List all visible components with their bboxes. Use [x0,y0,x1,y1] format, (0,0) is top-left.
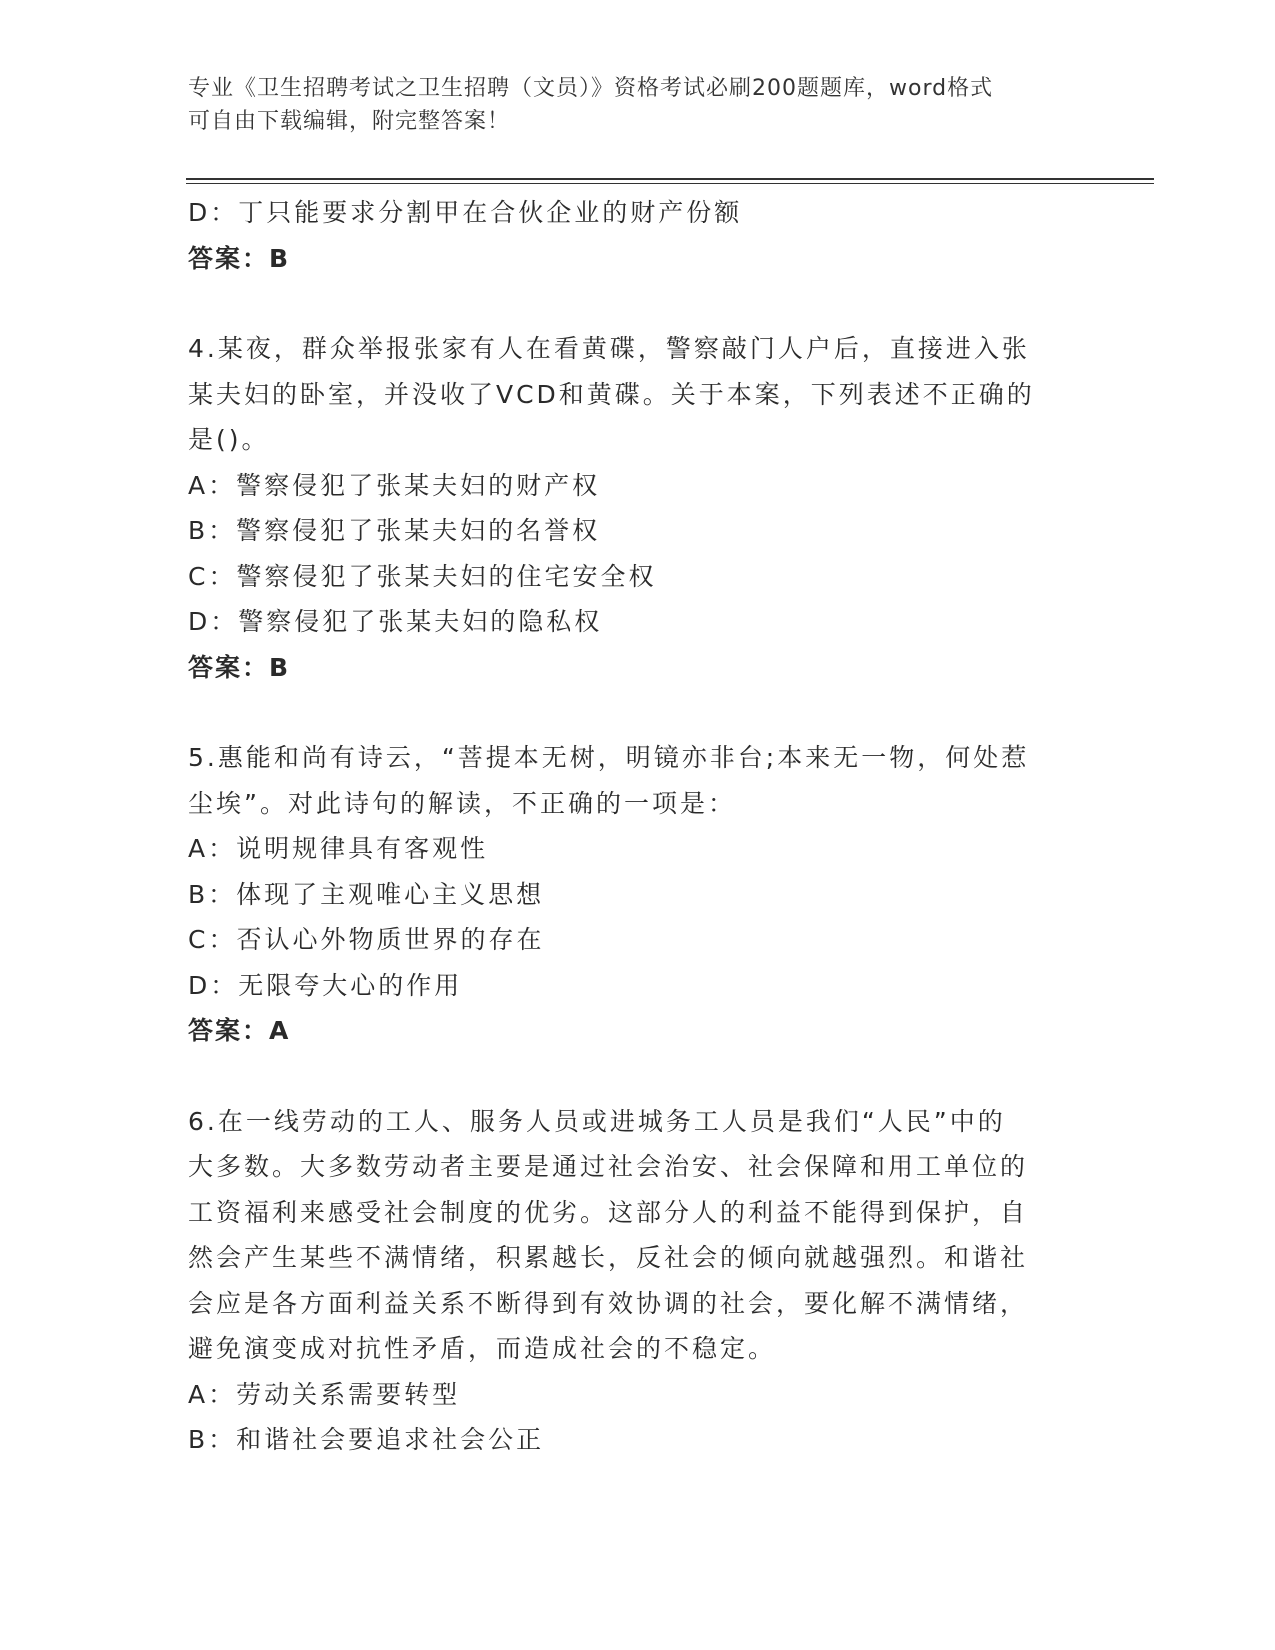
spacer [188,1054,1078,1099]
question-stem-line: 大多数。大多数劳动者主要是通过社会治安、社会保障和用工单位的 [188,1152,1029,1181]
question-stem-line: 某夫妇的卧室，并没收了VCD和黄碟。关于本案，下列表述不正确的 [188,379,1035,409]
answer-line [188,1008,1078,1054]
option-d: D：警察侵犯了张某夫妇的隐私权 [188,607,603,636]
question-4 [188,326,1078,690]
question-stem-line: 是()。 [188,425,270,454]
option-d: D：无限夸大心的作用 [188,970,463,1000]
answer-line [188,645,1078,691]
question-content [188,190,1078,1463]
spacer [188,281,1078,326]
header-divider-thin [186,183,1154,184]
header-divider-thick [186,178,1154,180]
option-c: C：否认心外物质世界的存在 [188,925,545,954]
question-stem-line: 4.某夜，群众举报张家有人在看黄碟，警察敲门人户后，直接进入张 [188,334,1030,363]
question-stem-line: 5.惠能和尚有诗云，“菩提本无树，明镜亦非台;本来无一物，何处惹 [188,743,1030,772]
question-stem-line: 然会产生某些不满情绪，积累越长，反社会的倾向就越强烈。和谐社 [188,1243,1029,1272]
question-stem-line: 尘埃”。对此诗句的解读，不正确的一项是： [188,788,736,818]
answer-label: 答案： [188,652,270,682]
option-b: B：警察侵犯了张某夫妇的名誉权 [188,516,601,545]
answer-value: B [269,652,291,682]
header-line-2: 可自由下载编辑，附完整答案！ [188,109,511,134]
option-a: A：警察侵犯了张某夫妇的财产权 [188,470,601,500]
question-stem-line: 6.在一线劳动的工人、服务人员或进城务工人员是我们“人民”中的 [188,1106,1006,1136]
answer-value: A [269,1016,291,1045]
option-a: A：劳动关系需要转型 [188,1379,461,1409]
answer-label: 答案： [188,1016,270,1045]
answer-line [188,236,1078,282]
option-d: D：丁只能要求分割甲在合伙企业的财产份额 [188,198,743,227]
spacer [188,690,1078,735]
question-stem-line: 工资福利来感受社会制度的优劣。这部分人的利益不能得到保护，自 [188,1197,1029,1227]
option-c: C：警察侵犯了张某夫妇的住宅安全权 [188,561,657,591]
answer-label: 答案： [188,243,270,273]
option-b: B：和谐社会要追求社会公正 [188,1425,545,1454]
option-a: A：说明规律具有客观性 [188,834,489,863]
document-header [188,72,1088,138]
question-stem-line: 会应是各方面利益关系不断得到有效协调的社会，要化解不满情绪， [188,1288,1029,1318]
question-5 [188,735,1078,1054]
answer-value: B [269,243,291,273]
question-stem-line: 避免演变成对抗性矛盾，而造成社会的不稳定。 [188,1334,777,1363]
option-b: B：体现了主观唯心主义思想 [188,879,545,909]
previous-question-tail [188,190,1078,281]
header-line-1: 专业《卫生招聘考试之卫生招聘（文员）》资格考试必刷200题题库，word格式 [188,76,994,101]
question-6 [188,1099,1078,1463]
